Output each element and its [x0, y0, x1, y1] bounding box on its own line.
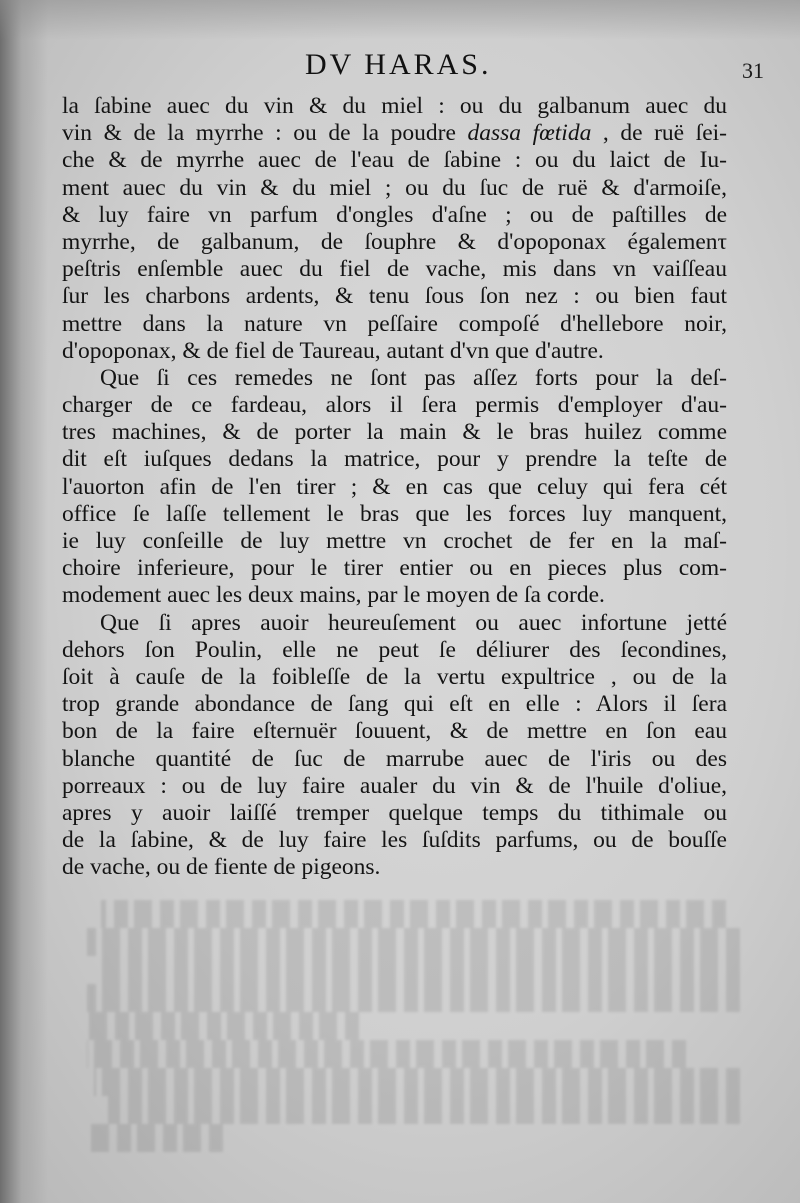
page-header [0, 48, 800, 88]
text-line: ment auec du vin & du miel ; ou du ſuc de ruë & d'armoiſe, [62, 174, 727, 201]
text-line: & luy faire vn parfum d'ongles d'aſne ; ou de paſtilles de [62, 201, 727, 228]
text-line: d'opoponax, & de fiel de Taureau, autant d'vn que d'autre. [62, 337, 604, 364]
text-line: ſur les charbons ardents, & tenu ſous ſon nez : ou bien faut [62, 283, 727, 310]
text-line: l'auorton afin de l'en tirer ; & en cas que celuy qui fera cét [62, 473, 727, 500]
text-line: ie luy conſeille de luy mettre vn crochet de fer en la maſ- [62, 528, 727, 554]
text-line: mettre dans la nature vn peſſaire compoſé d'hellebore noir, [62, 310, 727, 337]
text-line: la ſabine auec du vin & du miel : ou du galbanum auec du [62, 93, 727, 119]
text-line: blanche quantité de ſuc de marrube auec de l'iris ou des [62, 745, 727, 772]
top-edge-shade [0, 0, 800, 40]
binding-shadow [0, 0, 48, 1203]
text-line: vin & de la myrrhe : ou de la poudre dassa fœtida , de ruë ſei- [62, 120, 727, 147]
text-line: dit eſt iuſques dedans la matrice, pour y prendre la teſte de [62, 446, 727, 473]
paragraph-1 [62, 93, 727, 365]
show-through-ink [60, 900, 740, 1160]
text-line: myrrhe, de galbanum, de ſouphre & d'opoponax égalemenτ [62, 228, 727, 255]
text-line: ſoit à cauſe de la foibleſſe de la vertu expultrice , ou de la [62, 663, 727, 690]
text-line: de la ſabine, & de luy faire les ſuſdits parfums, ou de bouſſe [62, 827, 727, 854]
text-line: charger de ce fardeau, alors il ſera permis d'employer d'au- [62, 392, 727, 419]
text-line: Que ſi apres auoir heureuſement ou auec infortune jetté [100, 609, 727, 636]
text-line: dehors ſon Poulin, elle ne peut ſe déliurer des ſecondines, [62, 636, 727, 663]
text-line: apres y auoir laiſſé tremper quelque temps du tithimale ou [62, 799, 727, 826]
text-line: bon de la faire eſternuër ſouuent, & de mettre en ſon eau [62, 718, 727, 745]
text-line: porreaux : ou de luy faire aualer du vin & de l'huile d'oliue, [62, 772, 727, 799]
text-line: modement auec les deux mains, par le moyen de ſa corde. [62, 582, 605, 609]
italic-phrase: dassa fœtida [467, 120, 592, 147]
text-line: Que ſi ces remedes ne ſont pas aſſez forts pour la deſ- [100, 364, 727, 391]
text-line: choire inferieure, pour le tirer entier ou en pieces plus com- [62, 555, 727, 582]
text-line: de vache, ou de fiente de pigeons. [62, 854, 381, 881]
text-line: peſtris enſemble auec du fiel de vache, mis dans vn vaiſſeau [62, 256, 727, 283]
paragraph-2 [62, 365, 727, 610]
page-number: 31 [742, 58, 764, 83]
body-text [62, 93, 727, 881]
running-title: DV HARAS. [305, 48, 492, 81]
text-line: office ſe laſſe tellement le bras que les forces luy manquent, [62, 500, 727, 527]
paragraph-3 [62, 610, 727, 882]
text-line: che & de myrrhe auec de l'eau de ſabine : ou du laict de Iu- [62, 147, 727, 174]
text-line: trop grande abondance de ſang qui eſt en elle : Alors il ſera [62, 691, 727, 718]
text-line: tres machines, & de porter la main & le bras huilez comme [62, 419, 727, 446]
